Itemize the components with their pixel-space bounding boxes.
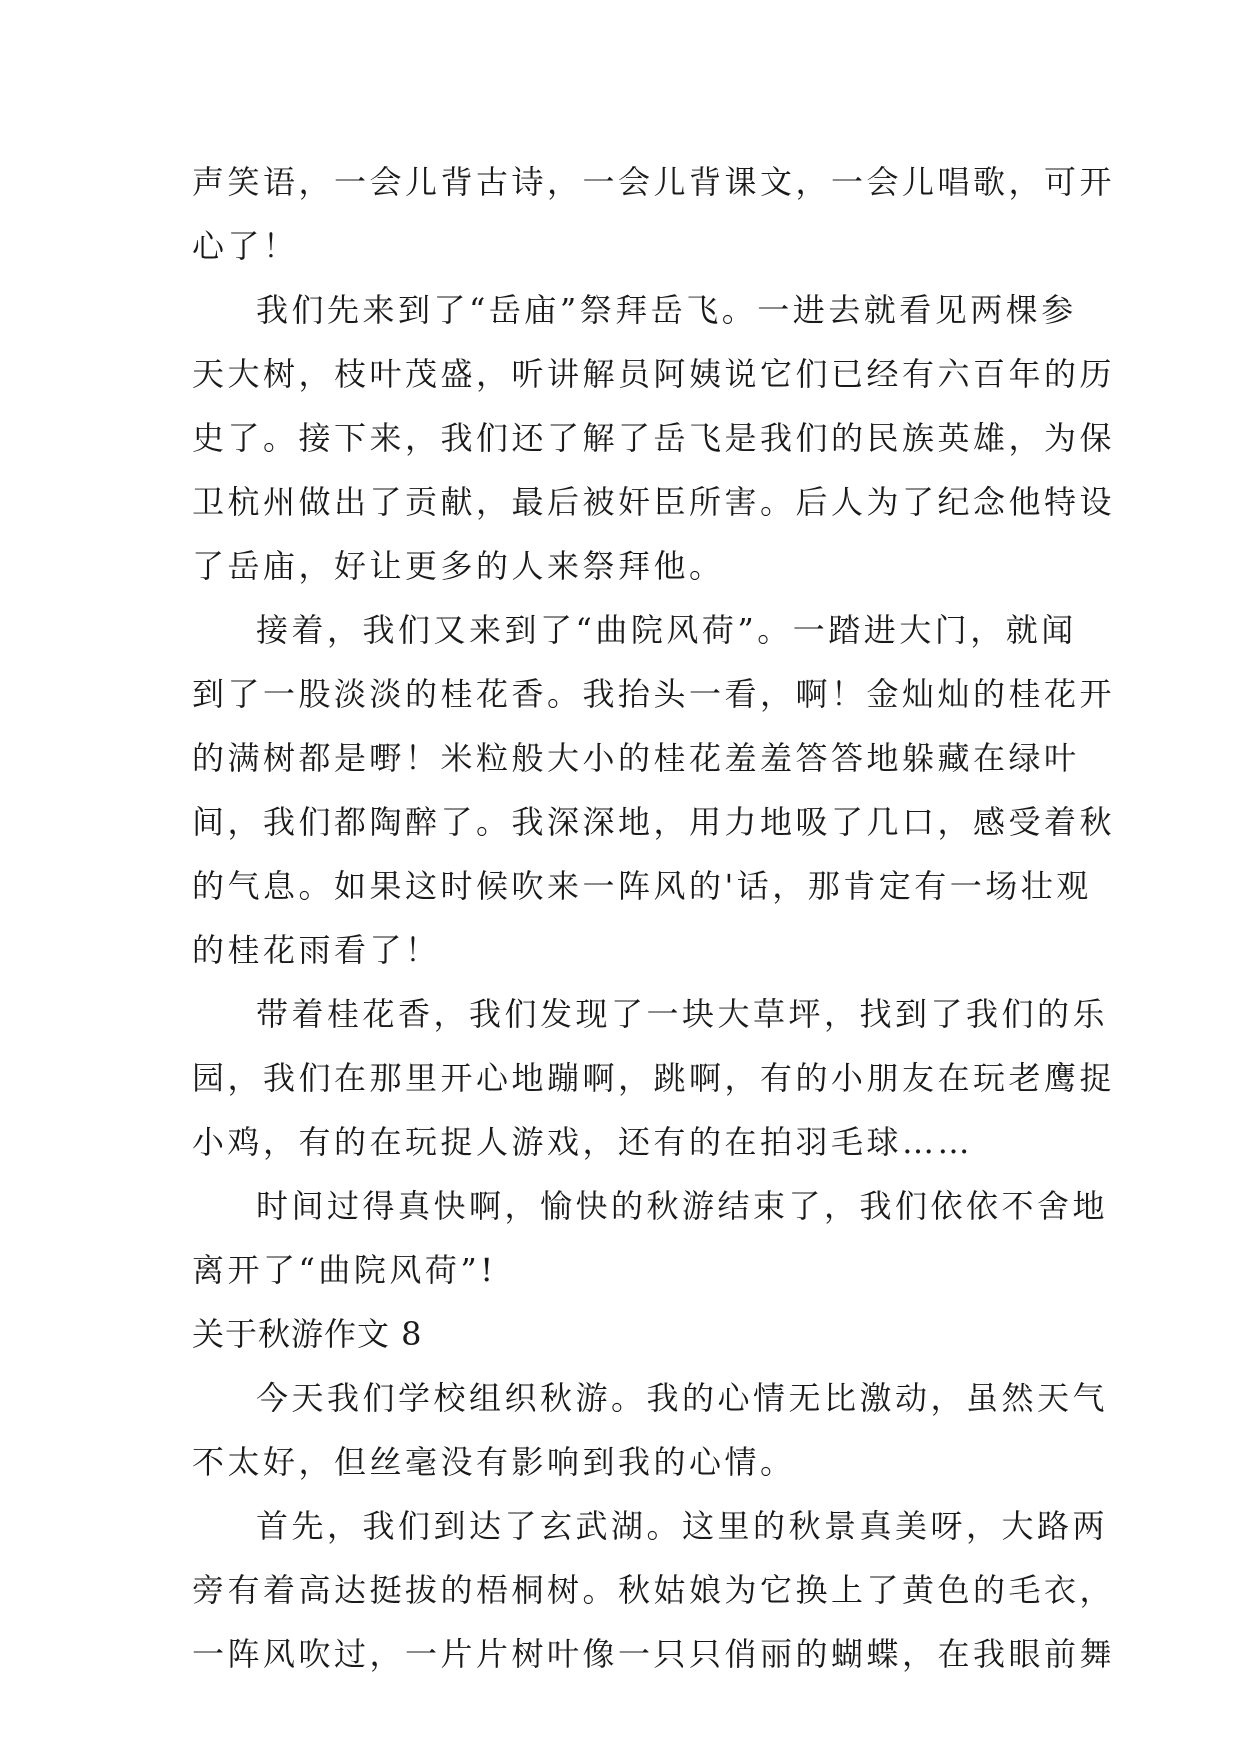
paragraph-start-line: 时间过得真快啊，愉快的秋游结束了，我们依依不舍地 (256, 1187, 1109, 1225)
text-line: 天大树，枝叶茂盛，听讲解员阿姨说它们已经有六百年的历 (192, 355, 1116, 393)
text-line: 间，我们都陶醉了。我深深地，用力地吸了几口，感受着秋 (192, 803, 1116, 841)
text-line: 到了一股淡淡的桂花香。我抬头一看，啊！金灿灿的桂花开 (192, 675, 1116, 713)
text-line: 声笑语，一会儿背古诗，一会儿背课文，一会儿唱歌，可开 (192, 163, 1116, 201)
section-heading: 关于秋游作文 8 (192, 1315, 423, 1353)
text-line: 的桂花雨看了！ (192, 931, 441, 969)
text-line: 一阵风吹过，一片片树叶像一只只俏丽的蝴蝶，在我眼前舞 (192, 1635, 1116, 1673)
text-line: 小鸡，有的在玩捉人游戏，还有的在拍羽毛球…… (192, 1123, 974, 1161)
paragraph-start-line: 首先，我们到达了玄武湖。这里的秋景真美呀，大路两 (256, 1507, 1109, 1545)
text-line: 旁有着高达挺拔的梧桐树。秋姑娘为它换上了黄色的毛衣， (192, 1571, 1116, 1609)
text-line: 的气息。如果这时候吹来一阵风的'话，那肯定有一场壮观 (192, 867, 1092, 905)
text-line: 卫杭州做出了贡献，最后被奸臣所害。后人为了纪念他特设 (192, 483, 1116, 521)
text-line: 离开了“曲院风荷”! (192, 1251, 497, 1289)
text-line: 心了！ (192, 227, 299, 265)
document-page (192, 150, 1116, 1686)
paragraph-start-line: 今天我们学校组织秋游。我的心情无比激动，虽然天气 (256, 1379, 1109, 1417)
paragraph-start-line: 我们先来到了“岳庙”祭拜岳飞。一进去就看见两棵参 (256, 291, 1077, 329)
text-line: 园，我们在那里开心地蹦啊，跳啊，有的小朋友在玩老鹰捉 (192, 1059, 1116, 1097)
text-line: 不太好，但丝毫没有影响到我的心情。 (192, 1443, 796, 1481)
text-line: 了岳庙，好让更多的人来祭拜他。 (192, 547, 725, 585)
paragraph-start-line: 接着，我们又来到了“曲院风荷”。一踏进大门，就闻 (256, 611, 1077, 649)
paragraph-start-line: 带着桂花香，我们发现了一块大草坪，找到了我们的乐 (256, 995, 1109, 1033)
text-line: 史了。接下来，我们还了解了岳飞是我们的民族英雄，为保 (192, 419, 1116, 457)
text-line: 的满树都是嘢！米粒般大小的桂花羞羞答答地躲藏在绿叶 (192, 739, 1080, 777)
